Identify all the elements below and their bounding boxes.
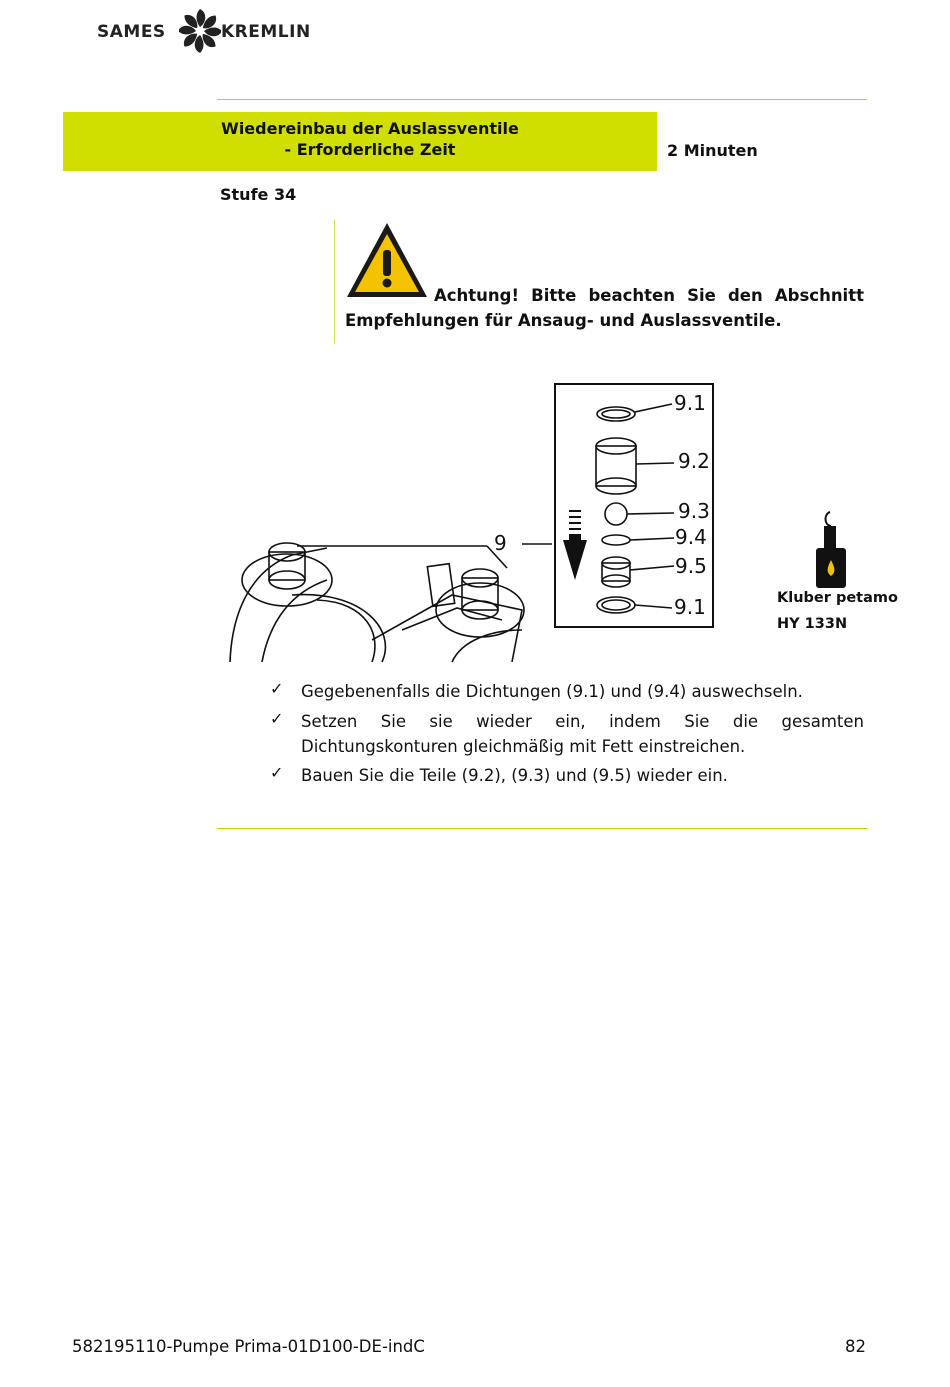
page-number: 82 [845,1337,866,1356]
swirl-logo-icon [179,6,221,56]
oil-bottle-icon [810,510,850,590]
bottom-divider [217,828,867,829]
part-label-9-3: 9.3 [678,499,710,523]
section-title-banner [63,112,657,171]
document-id: 582195110-Pumpe Prima-01D100-DE-indC [72,1337,425,1356]
instruction-text-line1: Setzen Sie sie wieder ein, indem Sie die gesamten [301,712,864,731]
part-label-9-1-bottom: 9.1 [674,595,706,619]
part-label-9-2: 9.2 [678,449,710,473]
valve-assembly-drawing [222,380,732,664]
section-title-line2: - Erforderliche Zeit [284,140,456,159]
top-divider [217,99,867,100]
brand-name-left: SAMES [97,22,166,42]
checkmark-icon: ✓ [270,763,284,782]
brand-name-right: KREMLIN [221,22,311,42]
required-time: 2 Minuten [667,141,758,160]
lubricant-name-line2: HY 133N [777,616,848,632]
part-label-9-4: 9.4 [675,525,707,549]
checkmark-icon: ✓ [270,709,284,728]
section-title-line1: Wiedereinbau der Auslassventile [221,119,519,138]
warning-text-line1: Achtung! Bitte beachten Sie den Abschnitt [434,286,864,305]
instruction-text: Bauen Sie die Teile (9.2), (9.3) und (9.5) wieder ein. [301,766,728,785]
part-label-9-1-top: 9.1 [674,391,706,415]
checkmark-icon: ✓ [270,679,284,698]
warning-text-line2: Empfehlungen für Ansaug- und Auslassventile. [345,311,782,330]
brand-logo [97,6,327,62]
callout-9-label: 9 [494,531,507,555]
step-label: Stufe 34 [220,185,297,204]
lubricant-name-line1: Kluber petamo [777,590,898,606]
instruction-text-line2: Dichtungskonturen gleichmäßig mit Fett einstreichen. [301,737,746,756]
part-label-9-5: 9.5 [675,554,707,578]
warning-triangle-icon [344,220,430,300]
warning-margin-line [334,220,335,344]
instruction-text: Gegebenenfalls die Dichtungen (9.1) und (9.4) auswechseln. [301,682,803,701]
